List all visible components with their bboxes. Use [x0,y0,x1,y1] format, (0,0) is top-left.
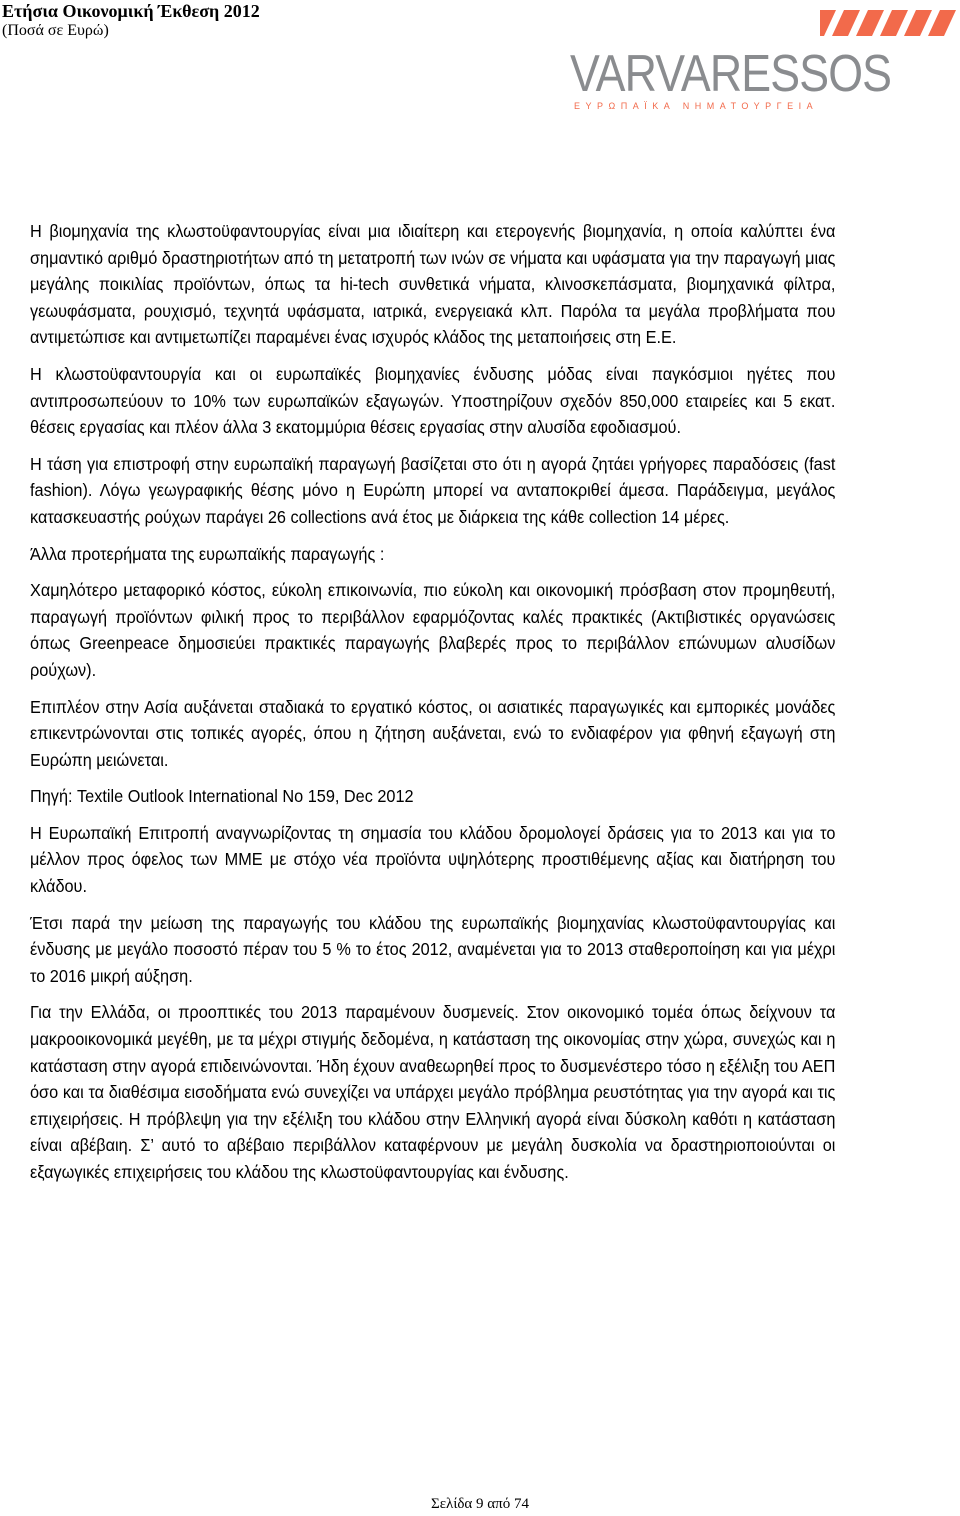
logo-wordmark: VARVARESSOS [570,45,892,103]
paragraph: Άλλα προτερήματα της ευρωπαϊκής παραγωγής : [30,543,385,564]
paragraph: Η Ευρωπαϊκή Επιτροπή αναγνωρίζοντας τη σημασία του κλάδου δρομολογεί δράσεις για το 2013 και για το μέλλον προς όφελος των ΜΜΕ με στόχο νέα προϊόντα υψηλότερης προστιθέμενης αξίας και διατήρηση του κλάδου. [30,822,836,897]
page-number: Σελίδα 9 από 74 [431,1496,529,1512]
paragraph: Επιπλέον στην Ασία αυξάνεται σταδιακά το εργατικό κόστος, οι ασιατικές παραγωγικές και εμπορικές μονάδες επικεντρώνονται στις τοπικές αγορές, όπου η ζήτηση αυξάνεται, ενώ το ενδιαφέρον για φθηνή εξαγωγή στη Ευρώπη μειώνεται. [30,696,836,770]
paragraph: Για την Ελλάδα, οι προοπτικές του 2013 παραμένουν δυσμενείς. Στον οικονομικό τομέα όπως δείχνουν τα μακροοικονομικά μεγέθη, με τα μέχρι στιγμής δεδομένα, η κατάσταση της οικονομίας στην χώρα, συνεχώς και η κατάσταση στην αγορά επιδεινώνονται. Ήδη έχουν αναθεωρηθεί προς το δυσμενέστερο τόσο η εξέλιξη του ΑΕΠ όσο και τα διαθέσιμα εισοδήματα ενώ συνεχίζει να υπάρχει μεγάλο πρόβλημα ρευστότητας για την αγορά και τις επιχειρήσεις. Η πρόβλεψη για την εξέλιξη του κλάδου στην Ελληνική αγορά είναι δύσκολη καθότι η κατάσταση είναι αβέβαιη. Σ’ αυτό το αβέβαιο περιβάλλον καταφέρνουν με μεγάλη δυσκολία να δραστηριοποιούνται οι εξαγωγικές επιχειρήσεις του κλάδου της κλωστοϋφαντουργίας και ένδυσης. [30,1002,836,1182]
report-title: Ετήσια Οικονομική Έκθεση 2012 [2,1,260,21]
source-citation: Πηγή: Textile Outlook International No 159, Dec 2012 [30,786,414,807]
paragraph: Χαμηλότερο μεταφορικό κόστος, εύκολη επικοινωνία, πιο εύκολη και οικονομική πρόσβαση στον προμηθευτή, παραγωγή προϊόντων φιλική προς το περιβάλλον εφαρμόζοντας καλές πρακτικές (Ακτιβιστικές οργανώσεις όπως Greenpeace δημοσιεύει πρακτικές παραγωγής βλαβερές προς το περιβάλλον επώνυμων αλυσίδων ρούχων). [30,580,836,680]
document-body [30,218,836,1196]
paragraph: Η βιομηχανία της κλωστοϋφαντουργίας είναι μια ιδιαίτερη και ετερογενής βιομηχανία, η οποία καλύπτει ένα σημαντικό αριθμό δραστηριοτήτων από τη μετατροπή των ινών σε νήματα και υφάσματα για την παραγωγή μιας μεγάλης ποικιλίας προϊόντων, όπως τα hi-tech συνθετικά νήματα, κλινοσκεπάσματα, βιομηχανικά φίλτρα, γεωυφάσματα, ρουχισμό, τεχνητά υφάσματα, ιατρικά, ενεργειακά κλπ. Παρόλα τα μεγάλα προβλήματα που αντιμετώπισε και αντιμετωπίζει παραμένει ένας ισχυρός κλάδος της μεταποιήσεις στη Ε.Ε. [30,221,836,348]
paragraph: Έτσι παρά την μείωση της παραγωγής του κλάδου της ευρωπαϊκής βιομηχανίας κλωστοϋφαντουργίας και ένδυσης με μεγάλο ποσοστό πέραν του 5 % το έτος 2012, αναμένεται για το 2013 σταθεροποίηση και για μέχρι το 2016 μικρή αύξηση. [30,912,836,986]
paragraph: Η τάση για επιστροφή στην ευρωπαϊκή παραγωγή βασίζεται στο ότι η αγορά ζητάει γρήγορες παραδόσεις (fast fashion). Λόγω γεωγραφικής θέσης μόνο η Ευρώπη μπορεί να ανταποκριθεί άμεσα. Παράδειγμα, μεγάλος κατασκευαστής ρούχων παράγει 26 collections ανά έτος με διάρκεια της κάθε collection 14 μέρες. [30,453,836,527]
logo-tagline: ΕΥΡΩΠΑΪΚΑ ΝΗΜΑΤΟΥΡΓΕΙΑ [574,101,819,111]
paragraph: Η κλωστοϋφαντουργία και οι ευρωπαϊκές βιομηχανίες ένδυσης μόδας είναι παγκόσμιοι ηγέτες που αντιπροσωπεύουν το 10% των ευρωπαϊκών εξαγωγών. Υποστηρίζουν σχεδόν 850,000 εταιρείες και 5 εκατ. θέσεις εργασίας και πλέον άλλα 3 εκατομμύρια θέσεις εργασίας στην αλυσίδα εφοδιασμού. [30,363,836,438]
company-logo [568,8,958,118]
report-subtitle: (Ποσά σε Ευρώ) [2,22,109,39]
logo-stripes [820,8,956,38]
